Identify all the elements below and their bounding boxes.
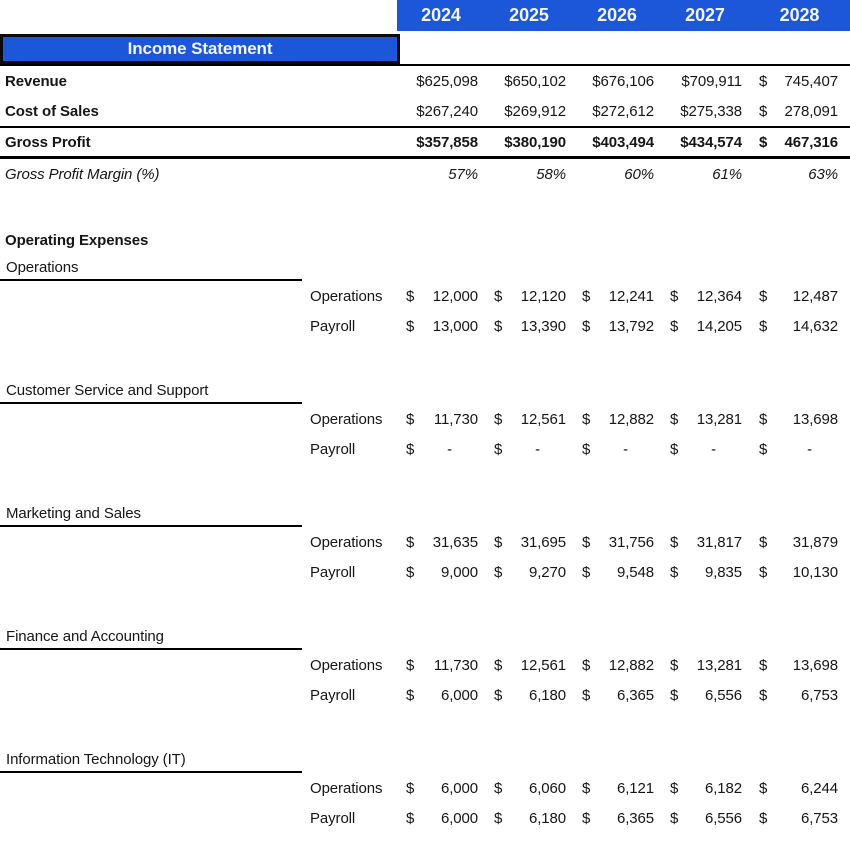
currency-symbol: $ xyxy=(406,440,415,458)
value-cell-2024: $625,098 xyxy=(416,73,478,90)
summary-row-gross-profit xyxy=(0,128,850,159)
year-header-spacer xyxy=(0,0,397,31)
expense-row-label: Operations xyxy=(310,656,383,674)
value-cell-2026 xyxy=(573,318,661,335)
currency-symbol: $ xyxy=(759,779,768,797)
row-label: Cost of Sales xyxy=(5,103,99,120)
currency-symbol: $ xyxy=(406,533,415,551)
currency-symbol: $ xyxy=(759,410,768,428)
expense-row-label: Payroll xyxy=(310,809,356,827)
currency-symbol: $ xyxy=(582,563,591,581)
cell-value: 467,316 xyxy=(784,133,838,151)
value-cell-2028 xyxy=(749,73,850,90)
cell-value: 13,281 xyxy=(696,410,742,428)
value-cell-2027 xyxy=(661,657,749,674)
currency-symbol: $ xyxy=(670,686,679,704)
cell-value: 12,561 xyxy=(520,656,566,674)
currency-symbol: $ xyxy=(759,287,768,305)
cell-value: - xyxy=(623,440,628,458)
cell-value: - xyxy=(807,440,812,458)
summary-row-cost-of-sales xyxy=(0,97,850,128)
cell-value: - xyxy=(711,440,716,458)
currency-symbol: $ xyxy=(494,287,503,305)
summary-table xyxy=(0,64,850,190)
expense-section-operations xyxy=(0,252,850,341)
value-cell-2026: 60% xyxy=(624,166,654,183)
currency-symbol: $ xyxy=(406,809,415,827)
expense-row-operations xyxy=(0,281,850,311)
value-cell-2026 xyxy=(573,288,661,305)
value-cell-2027 xyxy=(661,534,749,551)
value-cell-2028 xyxy=(749,657,850,674)
currency-symbol: $ xyxy=(670,287,679,305)
value-cell-2027 xyxy=(661,687,749,704)
year-header-2025: 2025 xyxy=(485,0,573,31)
value-cell-2027 xyxy=(661,288,749,305)
income-statement-title: Income Statement xyxy=(0,34,400,64)
value-cell-2027 xyxy=(661,780,749,797)
value-cell-2027: 61% xyxy=(712,166,742,183)
currency-symbol: $ xyxy=(670,317,679,335)
currency-symbol: $ xyxy=(670,410,679,428)
cell-value: 31,695 xyxy=(520,533,566,551)
currency-symbol: $ xyxy=(494,563,503,581)
value-cell-2028 xyxy=(749,318,850,335)
value-cell-2026 xyxy=(573,411,661,428)
value-cell-2024 xyxy=(397,411,485,428)
currency-symbol: $ xyxy=(582,779,591,797)
currency-symbol: $ xyxy=(494,656,503,674)
year-header-2028: 2028 xyxy=(749,0,850,31)
cell-value: 6,180 xyxy=(528,809,566,827)
year-header-2026: 2026 xyxy=(573,0,661,31)
cell-value: 31,635 xyxy=(432,533,478,551)
value-cell-2027 xyxy=(661,441,749,458)
currency-symbol: $ xyxy=(670,656,679,674)
currency-symbol: $ xyxy=(670,779,679,797)
currency-symbol: $ xyxy=(759,809,768,827)
cell-value: 10,130 xyxy=(792,563,838,581)
cell-value: - xyxy=(447,440,452,458)
expense-section-finance-and-accounting xyxy=(0,621,850,710)
currency-symbol: $ xyxy=(406,317,415,335)
section-name: Operations xyxy=(0,252,302,281)
value-cell-2024 xyxy=(397,564,485,581)
expense-section-customer-service-and-support xyxy=(0,375,850,464)
value-cell-2026 xyxy=(573,534,661,551)
cell-value: 11,730 xyxy=(433,410,478,428)
section-name: Information Technology (IT) xyxy=(0,744,302,773)
row-label: Revenue xyxy=(5,73,67,90)
cell-value: 12,241 xyxy=(608,287,654,305)
currency-symbol: $ xyxy=(406,563,415,581)
currency-symbol: $ xyxy=(406,287,415,305)
value-cell-2026 xyxy=(573,687,661,704)
cell-value: 9,000 xyxy=(440,563,478,581)
currency-symbol: $ xyxy=(759,317,768,335)
cell-value: 12,000 xyxy=(432,287,478,305)
expense-row-label: Payroll xyxy=(310,563,356,581)
value-cell-2026: $403,494 xyxy=(592,133,654,151)
value-cell-2026: $272,612 xyxy=(592,103,654,120)
value-cell-2027 xyxy=(661,411,749,428)
cell-value: 6,060 xyxy=(528,779,566,797)
expense-row-operations xyxy=(0,404,850,434)
currency-symbol: $ xyxy=(670,533,679,551)
currency-symbol: $ xyxy=(582,410,591,428)
cell-value: 6,365 xyxy=(616,809,654,827)
currency-symbol: $ xyxy=(582,440,591,458)
expense-row-label: Payroll xyxy=(310,440,356,458)
expense-row-operations xyxy=(0,650,850,680)
expense-row-operations xyxy=(0,773,850,803)
value-cell-2027: $434,574 xyxy=(680,133,742,151)
expense-row-label: Payroll xyxy=(310,317,356,335)
cell-value: 12,882 xyxy=(608,656,654,674)
value-cell-2025 xyxy=(485,564,573,581)
currency-symbol: $ xyxy=(494,533,503,551)
currency-symbol: $ xyxy=(494,410,503,428)
value-cell-2028 xyxy=(749,134,850,151)
value-cell-2028 xyxy=(749,810,850,827)
currency-symbol: $ xyxy=(582,533,591,551)
currency-symbol: $ xyxy=(406,686,415,704)
expense-row-payroll xyxy=(0,434,850,464)
currency-symbol: $ xyxy=(494,317,503,335)
value-cell-2025 xyxy=(485,411,573,428)
expense-row-label: Operations xyxy=(310,779,383,797)
value-cell-2027 xyxy=(661,318,749,335)
year-header-2024: 2024 xyxy=(397,0,485,31)
value-cell-2028 xyxy=(749,103,850,120)
currency-symbol: $ xyxy=(582,686,591,704)
currency-symbol: $ xyxy=(494,686,503,704)
cell-value: 6,000 xyxy=(440,809,478,827)
value-cell-2024 xyxy=(397,657,485,674)
value-cell-2024 xyxy=(397,288,485,305)
title-row xyxy=(0,31,850,64)
cell-value: 6,121 xyxy=(616,779,654,797)
value-cell-2028 xyxy=(749,441,850,458)
value-cell-2025 xyxy=(485,657,573,674)
section-name: Finance and Accounting xyxy=(0,621,302,650)
currency-symbol: $ xyxy=(406,410,415,428)
cell-value: 12,561 xyxy=(520,410,566,428)
value-cell-2025: $269,912 xyxy=(504,103,566,120)
cell-value: 9,270 xyxy=(528,563,566,581)
expense-section-information-technology-it xyxy=(0,744,850,833)
cell-value: 6,556 xyxy=(704,686,742,704)
value-cell-2024 xyxy=(397,534,485,551)
cell-value: 6,000 xyxy=(440,686,478,704)
value-cell-2024 xyxy=(397,441,485,458)
cell-value: 13,792 xyxy=(608,317,654,335)
year-header-2027: 2027 xyxy=(661,0,749,31)
currency-symbol: $ xyxy=(759,533,768,551)
value-cell-2028 xyxy=(749,534,850,551)
currency-symbol: $ xyxy=(494,779,503,797)
cell-value: 14,632 xyxy=(792,317,838,335)
cell-value: 6,365 xyxy=(616,686,654,704)
value-cell-2024 xyxy=(397,318,485,335)
value-cell-2026 xyxy=(573,780,661,797)
cell-value: 14,205 xyxy=(696,317,742,335)
value-cell-2028 xyxy=(749,687,850,704)
value-cell-2025: $650,102 xyxy=(504,73,566,90)
value-cell-2026 xyxy=(573,564,661,581)
expense-row-label: Operations xyxy=(310,287,383,305)
summary-row-gross-profit-margin xyxy=(0,159,850,190)
value-cell-2024: 57% xyxy=(448,166,478,183)
operating-expenses-heading: Operating Expenses xyxy=(5,231,149,249)
cell-value: 13,390 xyxy=(520,317,566,335)
cell-value: 6,753 xyxy=(800,686,838,704)
expense-row-payroll xyxy=(0,680,850,710)
currency-symbol: $ xyxy=(406,656,415,674)
expense-row-label: Operations xyxy=(310,533,383,551)
year-header-row xyxy=(0,0,850,31)
cell-value: 6,244 xyxy=(800,779,838,797)
cell-value: 745,407 xyxy=(784,73,838,90)
value-cell-2025 xyxy=(485,687,573,704)
value-cell-2024 xyxy=(397,687,485,704)
section-name: Marketing and Sales xyxy=(0,498,302,527)
cell-value: 6,753 xyxy=(800,809,838,827)
cell-value: 12,487 xyxy=(792,287,838,305)
cell-value: 13,698 xyxy=(792,656,838,674)
expense-row-label: Operations xyxy=(310,410,383,428)
cell-value: 13,000 xyxy=(432,317,478,335)
value-cell-2024: $357,858 xyxy=(416,133,478,151)
value-cell-2025 xyxy=(485,810,573,827)
expense-row-label: Payroll xyxy=(310,686,356,704)
row-label: Gross Profit xyxy=(5,133,91,151)
value-cell-2027: $275,338 xyxy=(680,103,742,120)
cell-value: 13,698 xyxy=(792,410,838,428)
expense-row-payroll xyxy=(0,311,850,341)
cell-value: 13,281 xyxy=(696,656,742,674)
value-cell-2026: $676,106 xyxy=(592,73,654,90)
expense-section-marketing-and-sales xyxy=(0,498,850,587)
cell-value: 9,548 xyxy=(616,563,654,581)
cell-value: 278,091 xyxy=(784,103,838,120)
currency-symbol: $ xyxy=(406,779,415,797)
expense-row-payroll xyxy=(0,557,850,587)
currency-symbol: $ xyxy=(759,563,768,581)
currency-symbol: $ xyxy=(759,133,768,151)
summary-row-revenue xyxy=(0,66,850,97)
cell-value: 9,835 xyxy=(704,563,742,581)
cell-value: 12,882 xyxy=(608,410,654,428)
currency-symbol: $ xyxy=(670,440,679,458)
currency-symbol: $ xyxy=(759,73,768,90)
value-cell-2025 xyxy=(485,288,573,305)
value-cell-2024 xyxy=(397,780,485,797)
expense-row-operations xyxy=(0,527,850,557)
cell-value: 6,000 xyxy=(440,779,478,797)
value-cell-2026 xyxy=(573,441,661,458)
currency-symbol: $ xyxy=(670,563,679,581)
currency-symbol: $ xyxy=(582,809,591,827)
value-cell-2027: $709,911 xyxy=(681,73,742,90)
operating-expenses-sections xyxy=(0,252,850,833)
currency-symbol: $ xyxy=(670,809,679,827)
cell-value: 31,756 xyxy=(608,533,654,551)
cell-value: 6,180 xyxy=(528,686,566,704)
value-cell-2026 xyxy=(573,810,661,827)
value-cell-2025 xyxy=(485,441,573,458)
currency-symbol: $ xyxy=(582,287,591,305)
value-cell-2025: 58% xyxy=(536,166,566,183)
value-cell-2026 xyxy=(573,657,661,674)
value-cell-2025 xyxy=(485,318,573,335)
cell-value: 12,120 xyxy=(520,287,566,305)
currency-symbol: $ xyxy=(494,809,503,827)
value-cell-2028 xyxy=(749,411,850,428)
currency-symbol: $ xyxy=(759,103,768,120)
cell-value: 6,556 xyxy=(704,809,742,827)
value-cell-2027 xyxy=(661,810,749,827)
cell-value: - xyxy=(535,440,540,458)
currency-symbol: $ xyxy=(759,440,768,458)
value-cell-2028 xyxy=(749,564,850,581)
value-cell-2025 xyxy=(485,534,573,551)
cell-value: 31,817 xyxy=(696,533,742,551)
currency-symbol: $ xyxy=(759,656,768,674)
expense-row-payroll xyxy=(0,803,850,833)
row-label: Gross Profit Margin (%) xyxy=(5,166,160,183)
cell-value: 11,730 xyxy=(433,656,478,674)
currency-symbol: $ xyxy=(759,686,768,704)
cell-value: 31,879 xyxy=(792,533,838,551)
currency-symbol: $ xyxy=(494,440,503,458)
currency-symbol: $ xyxy=(582,656,591,674)
cell-value: 12,364 xyxy=(696,287,742,305)
value-cell-2024: $267,240 xyxy=(416,103,478,120)
section-name: Customer Service and Support xyxy=(0,375,302,404)
value-cell-2027 xyxy=(661,564,749,581)
value-cell-2028 xyxy=(749,780,850,797)
value-cell-2025 xyxy=(485,780,573,797)
value-cell-2028: 63% xyxy=(808,166,838,183)
cell-value: 6,182 xyxy=(704,779,742,797)
value-cell-2025: $380,190 xyxy=(504,133,566,151)
value-cell-2028 xyxy=(749,288,850,305)
currency-symbol: $ xyxy=(582,317,591,335)
value-cell-2024 xyxy=(397,810,485,827)
